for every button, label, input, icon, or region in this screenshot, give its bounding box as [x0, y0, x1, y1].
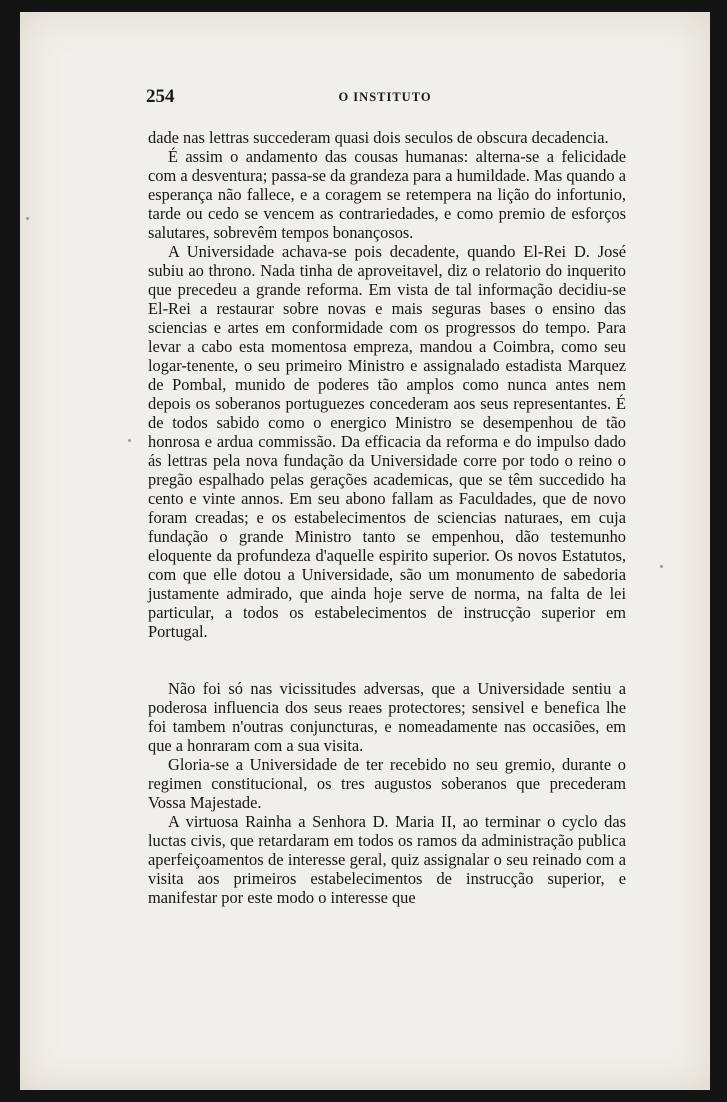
paragraph: Não foi só nas vicissitudes adversas, que a Universidade sentiu a poderosa influencia dos seus reaes protectores; sensivel e benefica lhe foi tambem n'outras conjuncturas, e nomeadamente nas occasiões, em que a honraram com a sua visita. [148, 679, 626, 755]
paper-speck [128, 439, 131, 442]
page-number: 254 [146, 86, 175, 107]
running-head: O INSTITUTO [338, 90, 432, 104]
section-break [148, 641, 626, 679]
paragraph: dade nas lettras succederam quasi dois seculos de obscura decadencia. [148, 128, 609, 147]
paper-speck [26, 217, 29, 220]
paragraph: A virtuosa Rainha a Senhora D. Maria II, ao terminar o cyclo das luctas civis, que retardaram em todos os ramos da administração publica aperfeiçoamentos de interesse geral, quiz assignalar o seu reinado com a visita aos primeiros estabelecimentos de instrucção superior, e manifestar por este modo o interesse que [148, 812, 626, 907]
body-text [148, 128, 626, 907]
paragraph: Gloria-se a Universidade de ter recebido no seu gremio, durante o regimen constitucional, os tres augustos soberanos que precederam Vossa Majestade. [148, 755, 626, 812]
paragraph: A Universidade achava-se pois decadente, quando El-Rei D. José subiu ao throno. Nada tinha de aproveitavel, diz o relatorio do inquerito que precedeu a grande reforma. Em vista de tal informação decidiu-se El-Rei a restaurar sobre novas e mais seguras bases o ensino das sciencias e artes em conformidade com os progressos do tempo. Para levar a cabo esta momentosa empreza, mandou a Coimbra, como seu logar-tenente, o seu primeiro Ministro e assignalado estadista Marquez de Pombal, munido de poderes tão amplos como nunca antes nem depois os soberanos portuguezes concederam aos seus representantes. É de todos sabido como o energico Ministro se desempenhou de tão honrosa e ardua commissão. Da efficacia da reforma e do impulso dado ás lettras pela nova fundação da Universidade corre por todo o reino o pregão espalhado pelas gerações academicas, que se têm succedido ha cento e vinte annos. Em seu abono fallam as Faculdades, que de novo foram creadas; e os estabelecimentos de sciencias naturaes, em cuja fundação o grande Ministro tanto se empenhou, dão testemunho eloquente da profundeza d'aquelle espirito superior. Os novos Estatutos, com que elle dotou a Universidade, são um monumento de sabedoria justamente admirado, que ainda hoje serve de norma, na falta de lei particular, a todos os estabelecimentos de instrucção superior em Portugal. [148, 242, 626, 641]
paper-speck [660, 565, 663, 568]
page-header [146, 86, 624, 112]
paragraph: É assim o andamento das cousas humanas: alterna-se a felicidade com a desventura; passa-se da grandeza para a humildade. Mas quando a esperança não fallece, e a coragem se retempera na lição do infortunio, tarde ou cedo se vencem as contrariedades, e como premio de esforços salutares, sobrevêm tempos bonançosos. [148, 147, 626, 242]
